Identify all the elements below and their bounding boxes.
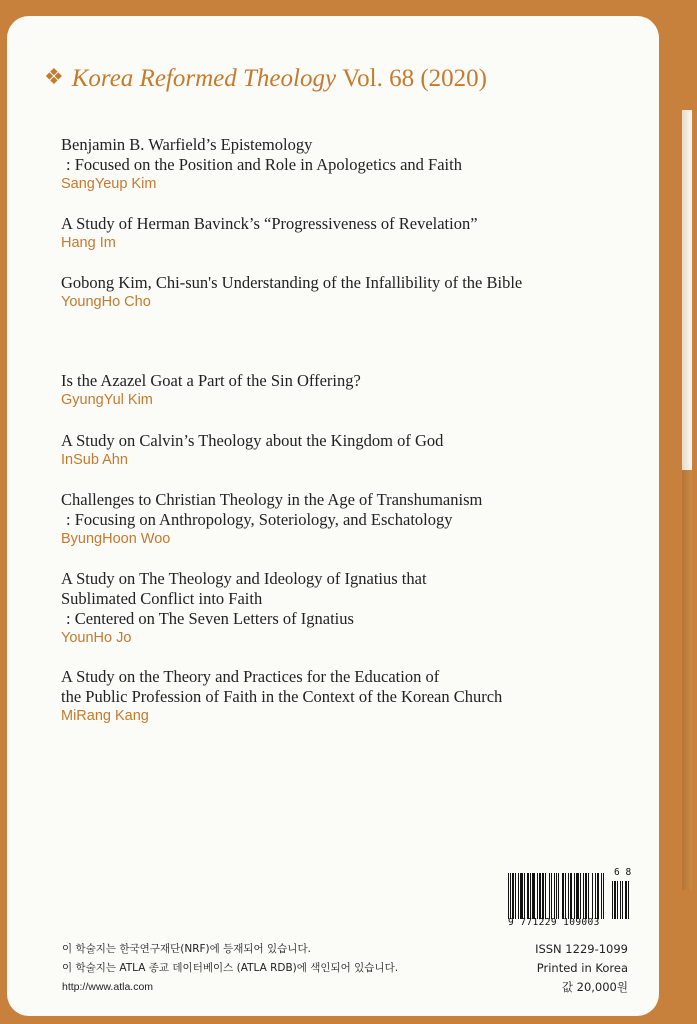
barcode-supplement-bars bbox=[612, 881, 630, 919]
article-entry bbox=[61, 371, 621, 409]
publication-info bbox=[535, 940, 628, 997]
article-title-line: the Public Profession of Faith in the Context of the Korean Church bbox=[61, 687, 503, 706]
article-entry bbox=[61, 667, 621, 725]
article-subtitle-line: : Focusing on Anthropology, Soteriology, and Eschatology bbox=[66, 510, 453, 529]
atla-notice: 이 학술지는 ATLA 종교 데이터베이스 (ATLA RDB)에 색인되어 있습니다. bbox=[62, 962, 399, 974]
article-author: SangYeup Kim bbox=[61, 176, 157, 192]
nrf-notice: 이 학술지는 한국연구재단(NRF)에 등재되어 있습니다. bbox=[62, 943, 311, 955]
journal-header bbox=[44, 64, 487, 93]
price-label: 값 20,000원 bbox=[561, 980, 628, 994]
article-author: GyungYul Kim bbox=[61, 392, 153, 408]
article-author: YounHo Jo bbox=[61, 630, 132, 646]
spine-edge bbox=[682, 110, 692, 470]
article-author: ByungHoon Woo bbox=[61, 531, 171, 547]
article-author: YoungHo Cho bbox=[61, 294, 151, 310]
article-entry bbox=[61, 490, 621, 548]
journal-title: Korea Reformed Theology bbox=[71, 65, 337, 92]
article-author: MiRang Kang bbox=[61, 708, 149, 724]
article-title-line: Challenges to Christian Theology in the Age of Transhumanism bbox=[61, 490, 483, 509]
printed-in-label: Printed in Korea bbox=[536, 961, 628, 975]
atla-link[interactable]: http://www.atla.com bbox=[62, 981, 154, 993]
article-subtitle-line: : Centered on The Seven Letters of Ignatius bbox=[66, 609, 354, 628]
article-entry bbox=[61, 431, 621, 469]
article-title-line: Is the Azazel Goat a Part of the Sin Offering? bbox=[61, 371, 361, 390]
article-subtitle-line: : Focused on the Position and Role in Apologetics and Faith bbox=[66, 155, 462, 174]
article-title-line: Sublimated Conflict into Faith bbox=[61, 589, 263, 608]
barcode bbox=[508, 867, 632, 931]
diamond-ornament-icon: ❖ bbox=[44, 64, 64, 89]
article-title-line: A Study on The Theology and Ideology of Ignatius that bbox=[61, 569, 427, 588]
barcode-number: 9 771229 109003 bbox=[508, 917, 600, 928]
article-title-line: A Study of Herman Bavinck’s “Progressiveness of Revelation” bbox=[61, 214, 478, 233]
footer-notes bbox=[62, 940, 398, 997]
issn-label: ISSN 1229-1099 bbox=[535, 942, 628, 956]
article-title-line: A Study on Calvin’s Theology about the Kingdom of God bbox=[61, 431, 444, 450]
article-entry bbox=[61, 569, 621, 647]
article-author: InSub Ahn bbox=[61, 452, 128, 468]
article-entry bbox=[61, 214, 621, 252]
barcode-supplement-number: 6 8 bbox=[614, 867, 632, 878]
barcode-bars bbox=[508, 873, 605, 919]
article-title-line: Benjamin B. Warfield’s Epistemology bbox=[61, 135, 313, 154]
volume-label: Vol. 68 (2020) bbox=[342, 65, 487, 92]
spine-edge-lower bbox=[682, 470, 692, 890]
article-title-line: Gobong Kim, Chi-sun's Understanding of the Infallibility of the Bible bbox=[61, 273, 523, 292]
article-entry bbox=[61, 135, 621, 193]
article-title-line: A Study on the Theory and Practices for the Education of bbox=[61, 667, 440, 686]
article-author: Hang Im bbox=[61, 235, 116, 251]
article-entry bbox=[61, 273, 621, 311]
